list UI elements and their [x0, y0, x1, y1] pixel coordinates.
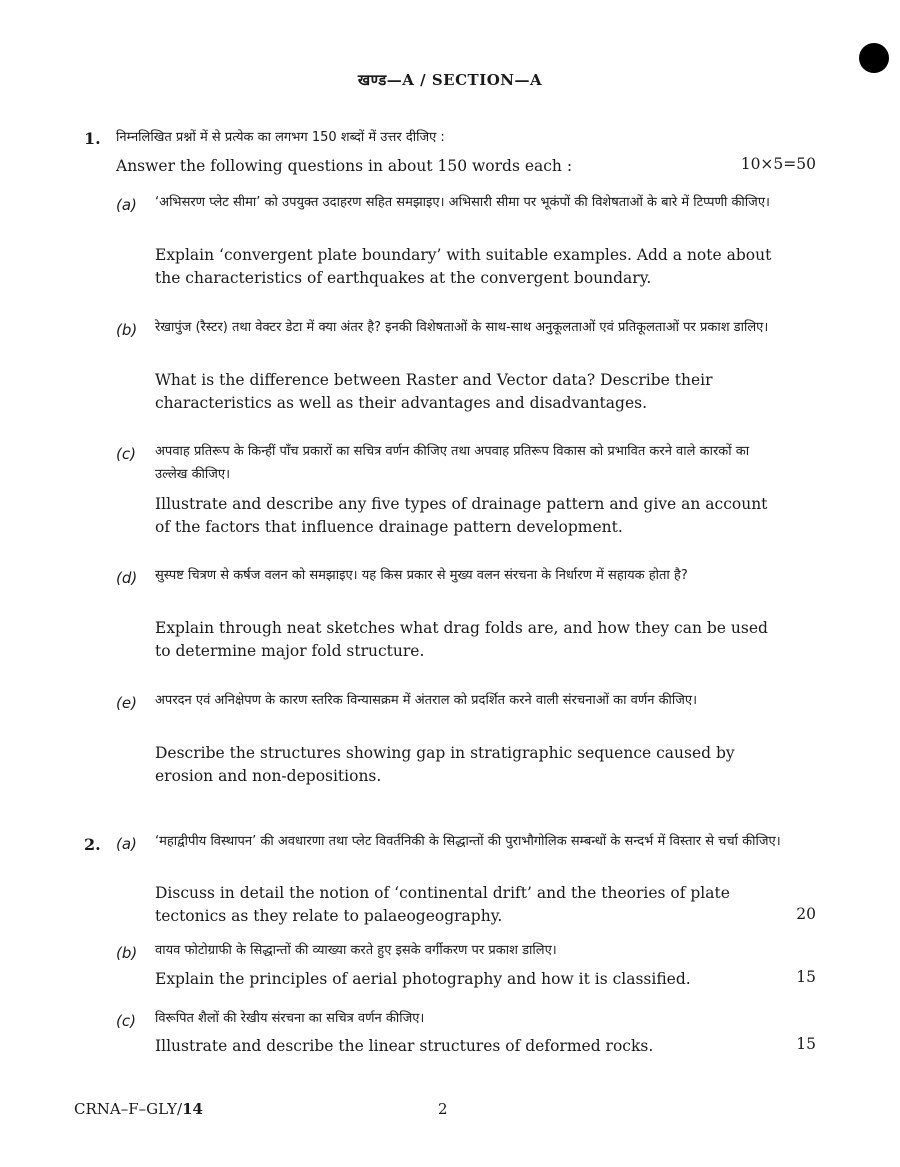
q2-part-a-marks: 20 — [796, 905, 816, 923]
paper-code — [74, 1100, 203, 1118]
q2-part-a-english: Discuss in detail the notion of ‘continental drift’ and the theories of plate tectonics as they relate to palaeogeography. — [155, 884, 730, 925]
q2-part-b-label: (b) — [116, 944, 138, 962]
q2-part-a-label: (a) — [116, 835, 137, 853]
q1-part-e-english: Describe the structures showing gap in stratigraphic sequence caused by erosion and non-depositions. — [155, 744, 735, 785]
q2-part-c-marks: 15 — [796, 1035, 816, 1053]
page-number: 2 — [438, 1100, 448, 1118]
question-2-number: 2. — [84, 835, 101, 854]
q2-part-c-hindi: विरूपित शैलों की रेखीय संरचना का सचित्र वर्णन कीजिए। — [155, 1011, 425, 1026]
q2-part-a-hindi: ‘महाद्वीपीय विस्थापन’ की अवधारणा तथा प्लेट विवर्तनिकी के सिद्धान्तों की पुराभौगोलिक सम्बन्धों के सन्दर्भ में विस्तार से चर्चा कीजिए। — [155, 834, 781, 849]
q2-part-b-english: Explain the principles of aerial photography and how it is classified. — [155, 970, 691, 988]
section-title: खण्ड—A / SECTION—A — [357, 71, 543, 89]
question-1-intro-hindi: निम्नलिखित प्रश्नों में से प्रत्येक का लगभग 150 शब्दों में उत्तर दीजिए : — [116, 130, 445, 145]
corner-dot-mark — [859, 43, 889, 73]
q1-part-d-english: Explain through neat sketches what drag folds are, and how they can be used to determine major fold structure. — [155, 619, 768, 660]
paper-code-prefix: CRNA–F–GLY/ — [74, 1100, 183, 1118]
q1-part-a-hindi: ‘अभिसरण प्लेट सीमा’ को उपयुक्त उदाहरण सहित समझाइए। अभिसारी सीमा पर भूकंपों की विशेषताओं के बारे में टिप्पणी कीजिए। — [155, 195, 770, 210]
q1-part-b-label: (b) — [116, 321, 138, 339]
question-1-marks: 10×5=50 — [740, 155, 816, 173]
q1-part-b-english: What is the difference between Raster and Vector data? Describe their characteristics as well as their advantages and disadvantages. — [155, 371, 713, 412]
q1-part-b-hindi: रेखापुंज (रैस्टर) तथा वेक्टर डेटा में क्या अंतर है? इनकी विशेषताओं के साथ-साथ अनुकूलताओं एवं प्रतिकूलताओं पर प्रकाश डालिए। — [155, 320, 769, 335]
q1-part-d-hindi: सुस्पष्ट चित्रण से कर्षज वलन को समझाइए। यह किस प्रकार से मुख्य वलन संरचना के निर्धारण में सहायक होता है? — [155, 568, 688, 583]
q1-part-a-label: (a) — [116, 196, 137, 214]
q2-part-b-hindi: वायव फोटोग्राफी के सिद्धान्तों की व्याख्या करते हुए इसके वर्गीकरण पर प्रकाश डालिए। — [155, 943, 557, 958]
q1-part-c-english: Illustrate and describe any five types of drainage pattern and give an account of the factors that influence drainage pattern development. — [155, 495, 768, 536]
q1-part-e-label: (e) — [116, 694, 137, 712]
q1-part-d-label: (d) — [116, 569, 138, 587]
question-1-intro-english: Answer the following questions in about 150 words each : — [116, 157, 573, 175]
paper-code-number: 14 — [182, 1100, 203, 1118]
q1-part-e-hindi: अपरदन एवं अनिक्षेपण के कारण स्तरिक विन्यासक्रम में अंतराल को प्रदर्शित करने वाली संरचनाओं का वर्णन कीजिए। — [155, 693, 698, 708]
q1-part-c-label: (c) — [116, 445, 136, 463]
q2-part-b-marks: 15 — [796, 968, 816, 986]
q2-part-c-label: (c) — [116, 1012, 136, 1030]
q1-part-c-hindi: अपवाह प्रतिरूप के किन्हीं पाँच प्रकारों का सचित्र वर्णन कीजिए तथा अपवाह प्रतिरूप विकास को प्रभावित करने वाले कारकों का उल्लेख कीजिए। — [155, 444, 750, 482]
question-1-number: 1. — [84, 129, 101, 148]
q2-part-c-english: Illustrate and describe the linear structures of deformed rocks. — [155, 1037, 654, 1055]
q1-part-a-english: Explain ‘convergent plate boundary’ with suitable examples. Add a note about the characteristics of earthquakes at the convergent boundary. — [155, 246, 772, 287]
